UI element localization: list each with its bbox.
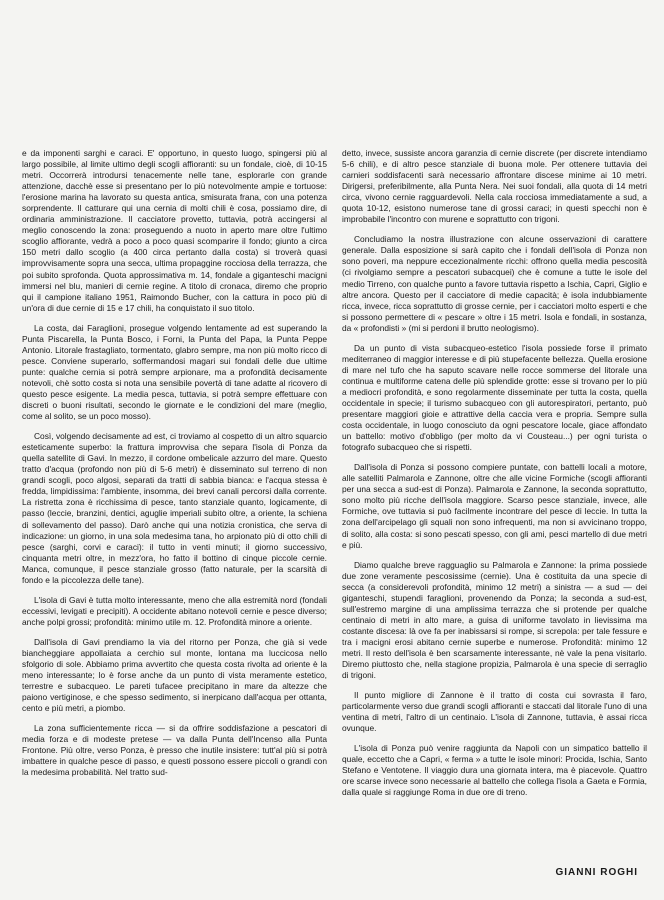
right-column [342, 148, 647, 808]
author-signature: GIANNI ROGHI [555, 867, 638, 878]
paragraph: La zona sufficientemente ricca — si da offrire soddisfazione a pescatori di media forza e di modeste pretese — va dalla Punta dell'Incenso alla Punta Frontone. Più oltre, verso Ponza, è presso che inutile insistere: tutt'al più si potrà imbattere in qualche pesce di passo, e questi possono essere piccoli o grandi con la medesima probabilità. Nel tratto sud- [22, 723, 327, 778]
paragraph: L'isola di Gavi è tutta molto interessante, meno che alla estremità nord (fondali eccessivi, levigati e precipiti). A occidente abitano notevoli cernie e pesce diverso; anche polpi grossi; profondità: minimo utile m. 12. Profondità minore a oriente. [22, 594, 327, 627]
paragraph: Così, volgendo decisamente ad est, ci troviamo al cospetto di un altro squarcio esteticamente superbo: la frattura improvvisa che separa l'isola di Ponza da quella satellite di Gavi. In mezzo, il cordone ombelicale azzurro del mare. Questo tratto d'acqua (profondo non più di 5-6 metri) è disseminato sul terreno di non grandi scogli, poco algosi, separati da tratti di sabbia bianca: e l'acqua stessa è fredda, limpidissima: l'ambiente, insomma, dei brevi canali percorsi dalla corrente. La ristretta zona è ricchissima di pesce, tanto stanziale quanto, logicamente, di passo (leccie, branzini, dentici, aguglie imperiali subito oltre, a oriente, la schiena di sollevamento del passo). Darò anche qui una notizia cronistica, che serva di indicazione: un giorno, in una sola medesima tana, ho arpionato più di otto chili di pesce (sarghi, corvi e caraci): il tutto in venti minuti; il giorno successivo, cinquanta metri oltre, in mezz'ora, ho fatto il bottino di cinque piccole cernie. Manca, comunque, il pesce stanziale grosso (fatto naturale, per la scarsità di fondo e la piccolezza delle tane). [22, 431, 327, 585]
paragraph: Dall'isola di Gavi prendiamo la via del ritorno per Ponza, che già si vede biancheggiare appollaiata a cerchio sul monte, lontana ma luccicosa nello sfolgorio di sole. Abbiamo prima avvertito che questa costa rivolta ad oriente è la meno interessante; lo è forse anche da un punto di vista meramente estetico, terrestre e subacqueo. Le pareti tufacee precipitano in mare da altezze che paiono vertiginose, e che spesso sedimento, si inerpicano dall'acqua per ottanta, cento e più metri, a piombo. [22, 636, 327, 714]
paragraph: La costa, dai Faraglioni, prosegue volgendo lentamente ad est superando la Punta Piscarella, la Punta Bosco, i Forni, la Punta del Papa, la Punta Peppe Antonio. Litorale frastagliato, tormentato, glabro sempre, ma non più molto ricco di pesce. Conviene superarlo, soffermandosi magari sui fondali delle due ultime punte: qualche cernia si potrà sempre arpionare, ma a profondità decisamente notevoli, chè sotto costa si nota una sensibile povertà di tane adatte al ricovero di questo pesce esigente. La media pesca, tuttavia, si potrà sempre effettuare con discreti o buoni risultati, secondo le giornate e le condizioni del mare (meglio, come al solito, se un poco mosso). [22, 322, 327, 422]
paragraph: Diamo qualche breve ragguaglio su Palmarola e Zannone: la prima possiede due zone veramente pescosissime (cernie). Una è costituita da una specie di secca (a considerevoli profondità, minimo 12 metri) a sinistra — a sud — dei giganteschi, stupendi faraglioni, provenendo da Ponza; la seconda a sud-est, sull'estremo margine di una amplissima terrazza che si protende per qualche centinaio di metri in alto mare, a guisa di uniforme tavolato in lievissima ma costante discesa: là ove fa per inabissarsi si rompe, si screpola: per tale fessure e tra i macigni erosi abitano cernie superbe e numerose. Profondità: minimo 12 metri. Il resto dell'isola è ben scarsamente interessante, nè vale la pena visitarlo. Diremo piuttosto che, nella stagione propizia, Palmarola è una specie di serraglio di trigoni. [342, 559, 647, 681]
paragraph: L'isola di Ponza può venire raggiunta da Napoli con un simpatico battello il quale, eccetto che a Capri, « ferma » a tutte le isole minori: Procida, Ischia, Santo Stefano e Ventotene. Il viaggio dura una giornata intera, ma è piacevole. Quattro ore scarse invece sono necessarie al battello che collega l'isola a Gaeta e Formia, dalla quale si raggiunge Roma in due ore di treno. [342, 743, 647, 798]
paragraph: detto, invece, sussiste ancora garanzia di cernie discrete (per discrete intendiamo 5-6 chili), e di altro pesce stanziale di buona mole. Per ottenere tuttavia dei carnieri soddisfacenti sarà necessario affrontare discese minime ai 10 metri. Dirigersi, preferibilmente, alla Punta Nera. Nei suoi fondali, alla quota di 14 metri circa, vivono cernie ragguardevoli. Nella cala rocciosa immediatamente a sud, a quota 10-12, esistono numerose tane di grossi caraci; in questi specchi non è improbabile l'incontro con murene e soprattutto con trigoni. [342, 148, 647, 225]
paragraph: Dall'isola di Ponza si possono compiere puntate, con battelli locali a motore, alle satelliti Palmarola e Zannone, oltre che alle vicine Formiche (scogli affioranti per una secca a sud-est di Ponza). Palmarola e Zannone, la seconda soprattutto, sono molto più ricche dell'isola maggiore. Scarso pesce stanziale, invece, alle Formiche, ove tuttavia si può facilmente incontrare del pesce di leccie. In tutta la zona dell'arcipelago gli squali non sono infrequenti, ma non si avvicinano troppo, di solito, alla costa: si sono pescati spesso, con gli ami, pesci martello di due metri e più. [342, 462, 647, 550]
left-column [22, 148, 327, 787]
paragraph: Il punto migliore di Zannone è il tratto di costa cui sovrasta il faro, particolarmente verso due grandi scogli affioranti e staccati dal litorale l'uno di una ventina di metri, l'altro di un centinaio. L'isola di Zannone, tuttavia, è assai ricca ovunque. [342, 690, 647, 734]
paragraph: Da un punto di vista subacqueo-estetico l'isola possiede forse il primato mediterraneo di maggior interesse e di più stupefacente bellezza. Quella erosione di mare nel tufo che ha saputo scavare nelle rocce sommerse del litorale una continua e multiforme catena delle più splendide grotte: esse si trovano per lo più a mediocri profondità, e sono regolarmente disseminate per tutta la costa, quella occidentale in specie; il turismo subacqueo con gli autorespiratori, pertanto, può presentare maggiori gioie e attrattive della caccia vera e propria. Sempre sulla costa occidentale, in luogo conosciuto da ogni pescatore locale, giace affondato un battello: motivo d'obbligo (per molto da vi Cousteau...) per ogni turista o fotografo subacqueo che si rispetti. [342, 342, 647, 453]
paragraph: e da imponenti sarghi e caraci. E' opportuno, in questo luogo, spingersi più al largo possibile, al limite ultimo degli scogli affioranti: su un fondale, cioè, di 10-15 metri. Occorrerà introdursi tenacemente nelle tane, esplorarle con grande attenzione, dacchè esse si presentano per lo più notevolmente ampie e tortuose: l'erosione marina ha lavorato su questa antica, smisurata frana, con una potenza sorprendente. Il catturare qui una cernia di molti chili è cosa, possiamo dire, di ordinaria amministrazione. Il cacciatore provetto, tuttavia, potrà accingersi al meglio conoscendo la zona: proseguendo a nuoto in aperto mare oltre l'ultimo scoglio affiorante, vedrà a poco a poco quasi scomparire il fondo; giunto a circa 150 metri dallo scoglio (a 400 circa pertanto dalla costa) si troverà quasi improvvisamente sopra una secca, ultima propaggine rocciosa della terrazza, che poi subito sprofonda. Quota approssimativa m. 14, fondale a giganteschi macigni immersi nel blu, manieri di cernie regine. A titolo di cronaca, diremo che proprio qui il campione italiano 1951, Raimondo Bucher, con la cattura in poco più di un'ora di due cernie di 15 e 17 chili, ha conquistato il suo titolo. [22, 148, 327, 313]
paragraph: Concludiamo la nostra illustrazione con alcune osservazioni di carattere generale. Dalla esposizione si sarà capito che i fondali dell'isola di Ponza non sono poveri, ma neppure eccezionalmente ricchi: offrono quella media pescosità (ci rivolgiamo sempre a pescatori subacquei) che è comune a tutte le isole del medio Tirreno, con qualche punto a favore tuttavia rispetto a Ischia, Capri, Giglio e altre ancora. Questo per il cacciatore di medie capacità; è isola indubbiamente ricca, invece, ricca soprattutto di grosse cernie, per i cacciatori molto esperti e che si possono permettere di « pescare » oltre i 15 metri. Isola e fondali, in sostanza, da « profondisti » (mi si perdoni il brutto neologismo). [342, 234, 647, 333]
